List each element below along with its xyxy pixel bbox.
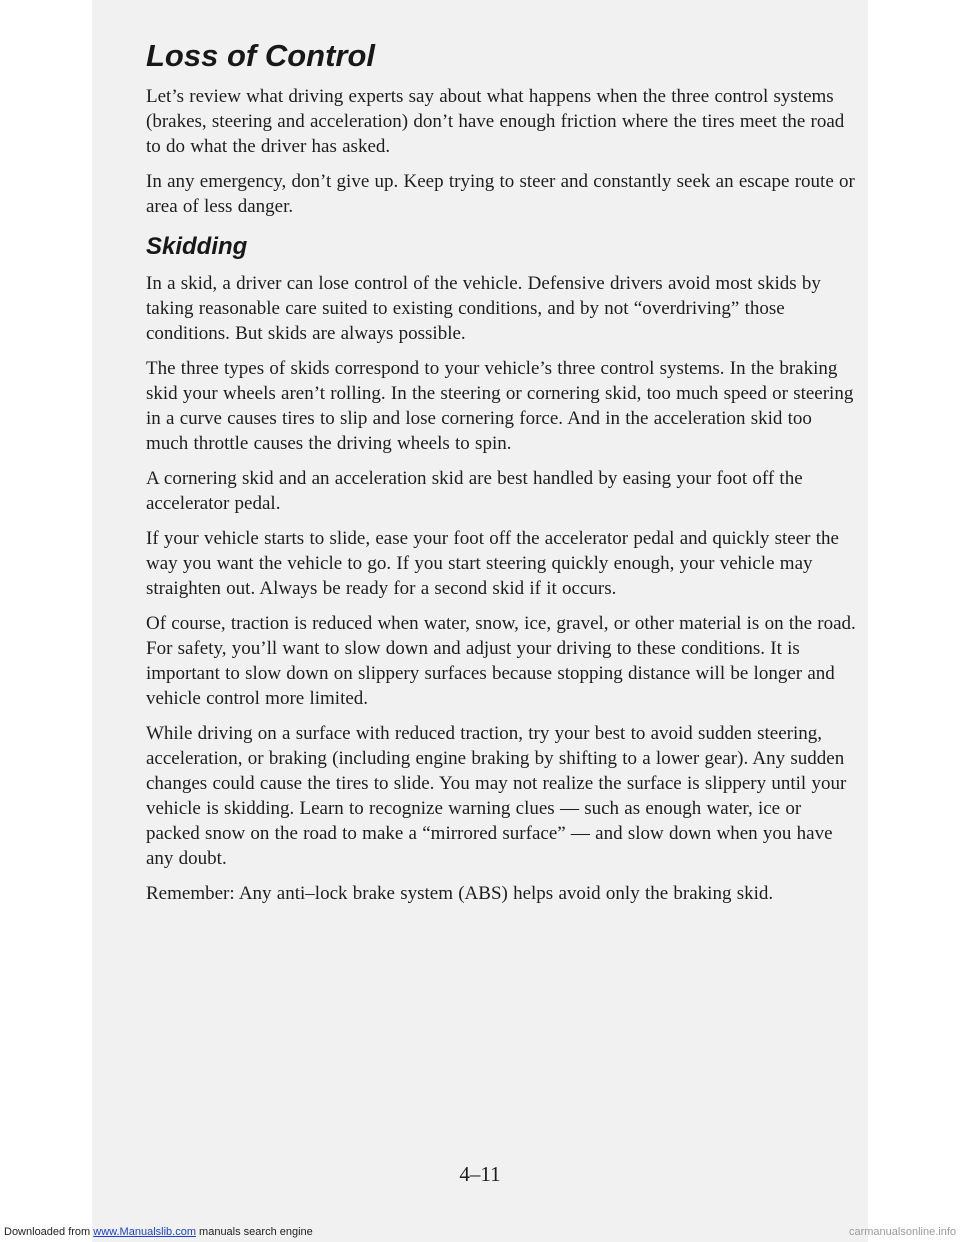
manual-page (92, 0, 868, 1242)
paragraph: While driving on a surface with reduced traction, try your best to avoid sudden steering, acceleration, or braking (including engine braking by shifting to a lower gear). Any sudden changes could cause the tires to slide. You may not realize the surface is slippery until your vehicle is skidding. Learn to recognize warning clues — such as enough water, ice or packed snow on the road to make a “mirrored surface” — and slow down when you have any doubt. (146, 723, 847, 869)
watermark-text: carmanualsonline.info (848, 1226, 956, 1238)
page-content (146, 36, 858, 916)
download-footer (4, 1226, 313, 1238)
paragraph: Let’s review what driving experts say about what happens when the three control systems (brakes, steering and acceleration) don’t have enough friction where the tires meet the road to do what the driver has asked. (146, 86, 845, 157)
page-number: 4–11 (459, 1162, 501, 1186)
section-title-skidding: Skidding (146, 233, 248, 260)
section-title-loss-of-control: Loss of Control (146, 38, 376, 73)
paragraph: In any emergency, don’t give up. Keep trying to steer and constantly seek an escape route or area of less danger. (146, 171, 855, 217)
paragraph: Of course, traction is reduced when water, snow, ice, gravel, or other material is on the road. For safety, you’ll want to slow down and adjust your driving to these conditions. It is important to slow down on slippery surfaces because stopping distance will be longer and vehicle control more limited. (146, 613, 856, 709)
paragraph: Remember: Any anti–lock brake system (ABS) helps avoid only the braking skid. (146, 883, 774, 904)
footer-suffix: manuals search engine (195, 1226, 313, 1238)
paragraph: In a skid, a driver can lose control of the vehicle. Defensive drivers avoid most skids by taking reasonable care suited to existing conditions, and by not “overdriving” those conditions. But skids are always possible. (146, 273, 821, 344)
paragraph: A cornering skid and an acceleration skid are best handled by easing your foot off the accelerator pedal. (146, 468, 803, 514)
footer-prefix: Downloaded from (4, 1226, 94, 1238)
paragraph: The three types of skids correspond to your vehicle’s three control systems. In the braking skid your wheels aren’t rolling. In the steering or cornering skid, too much speed or steering in a curve causes tires to slip and lose cornering force. And in the acceleration skid too much throttle causes the driving wheels to spin. (146, 358, 854, 454)
paragraph: If your vehicle starts to slide, ease your foot off the accelerator pedal and quickly steer the way you want the vehicle to go. If you start steering quickly enough, your vehicle may straighten out. Always be ready for a second skid if it occurs. (146, 528, 839, 599)
manualslib-link[interactable]: www.Manualslib.com (93, 1226, 196, 1238)
